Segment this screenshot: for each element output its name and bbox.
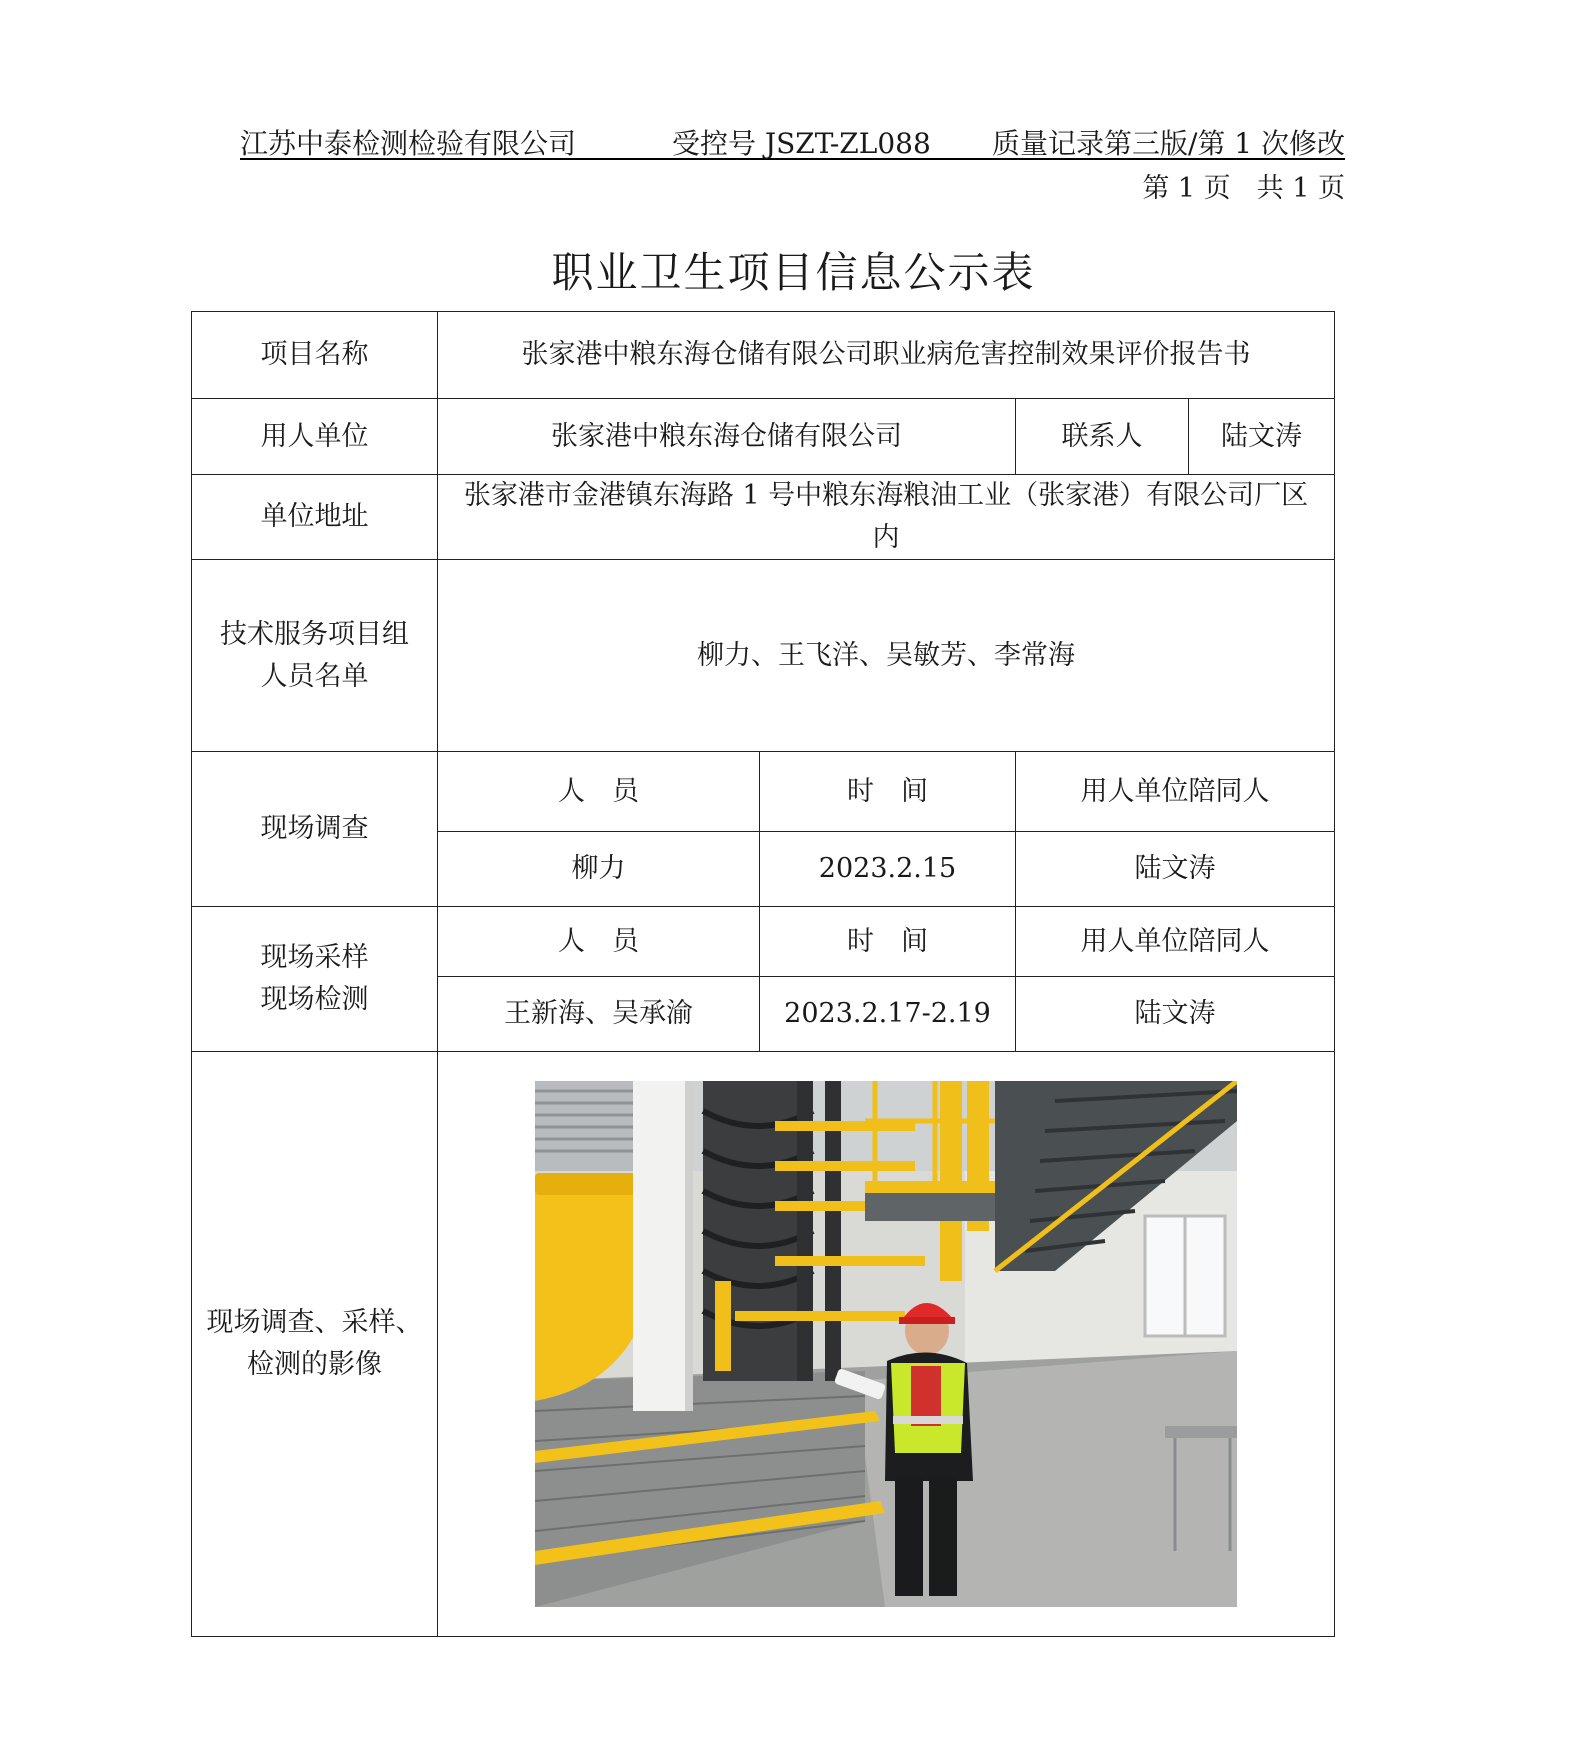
sampling-col-personnel: 人 员: [438, 907, 760, 977]
row-address: [192, 475, 1335, 560]
photo-cell: [438, 1052, 1335, 1637]
label-address: 单位地址: [192, 475, 438, 560]
site-photo: [535, 1081, 1237, 1607]
label-images: 现场调查、采样、检测的影像: [192, 1052, 438, 1637]
document-title: 职业卫生项目信息公示表: [551, 248, 1036, 297]
value-contact: 陆文涛: [1189, 399, 1335, 475]
value-team: 柳力、王飞洋、吴敏芳、李常海: [438, 560, 1335, 752]
label-contact: 联系人: [1016, 399, 1189, 475]
control-number: 受控号 JSZT-ZL088: [672, 127, 931, 160]
survey-personnel: 柳力: [438, 832, 760, 907]
row-survey-header: [192, 752, 1335, 832]
document-header: [240, 122, 1345, 160]
sampling-personnel: 王新海、吴承渝: [438, 977, 760, 1052]
survey-col-personnel: 人 员: [438, 752, 760, 832]
page-info: [1142, 166, 1345, 205]
label-sampling: [192, 907, 438, 1052]
row-employer: [192, 399, 1335, 475]
row-sampling-header: [192, 907, 1335, 977]
survey-time: 2023.2.15: [760, 832, 1016, 907]
info-table: [191, 311, 1335, 1637]
quality-record: 质量记录第三版/第 1 次修改: [991, 127, 1345, 160]
survey-escort: 陆文涛: [1016, 832, 1335, 907]
row-team: [192, 560, 1335, 752]
row-images: [192, 1052, 1335, 1637]
label-team: 技术服务项目组人员名单: [192, 560, 438, 752]
survey-col-time: 时 间: [760, 752, 1016, 832]
value-address: 张家港市金港镇东海路 1 号中粮东海粮油工业（张家港）有限公司厂区内: [438, 475, 1335, 560]
row-project-name: [192, 312, 1335, 399]
label-sampling-line1: 现场采样: [260, 942, 369, 974]
company-name: 江苏中泰检测检验有限公司: [240, 127, 577, 160]
value-employer: 张家港中粮东海仓储有限公司: [438, 399, 1016, 475]
sampling-escort: 陆文涛: [1016, 977, 1335, 1052]
page-total: 共 1 页: [1256, 173, 1345, 204]
label-sampling-line2: 现场检测: [260, 984, 369, 1015]
survey-col-escort: 用人单位陪同人: [1016, 752, 1335, 832]
label-survey: 现场调查: [192, 752, 438, 907]
label-employer: 用人单位: [192, 399, 438, 475]
sampling-time: 2023.2.17-2.19: [760, 977, 1016, 1052]
sampling-col-time: 时 间: [760, 907, 1016, 977]
page-current: 第 1 页: [1142, 173, 1231, 204]
sampling-col-escort: 用人单位陪同人: [1016, 907, 1335, 977]
value-project-name: 张家港中粮东海仓储有限公司职业病危害控制效果评价报告书: [438, 312, 1335, 399]
label-project-name: 项目名称: [192, 312, 438, 399]
